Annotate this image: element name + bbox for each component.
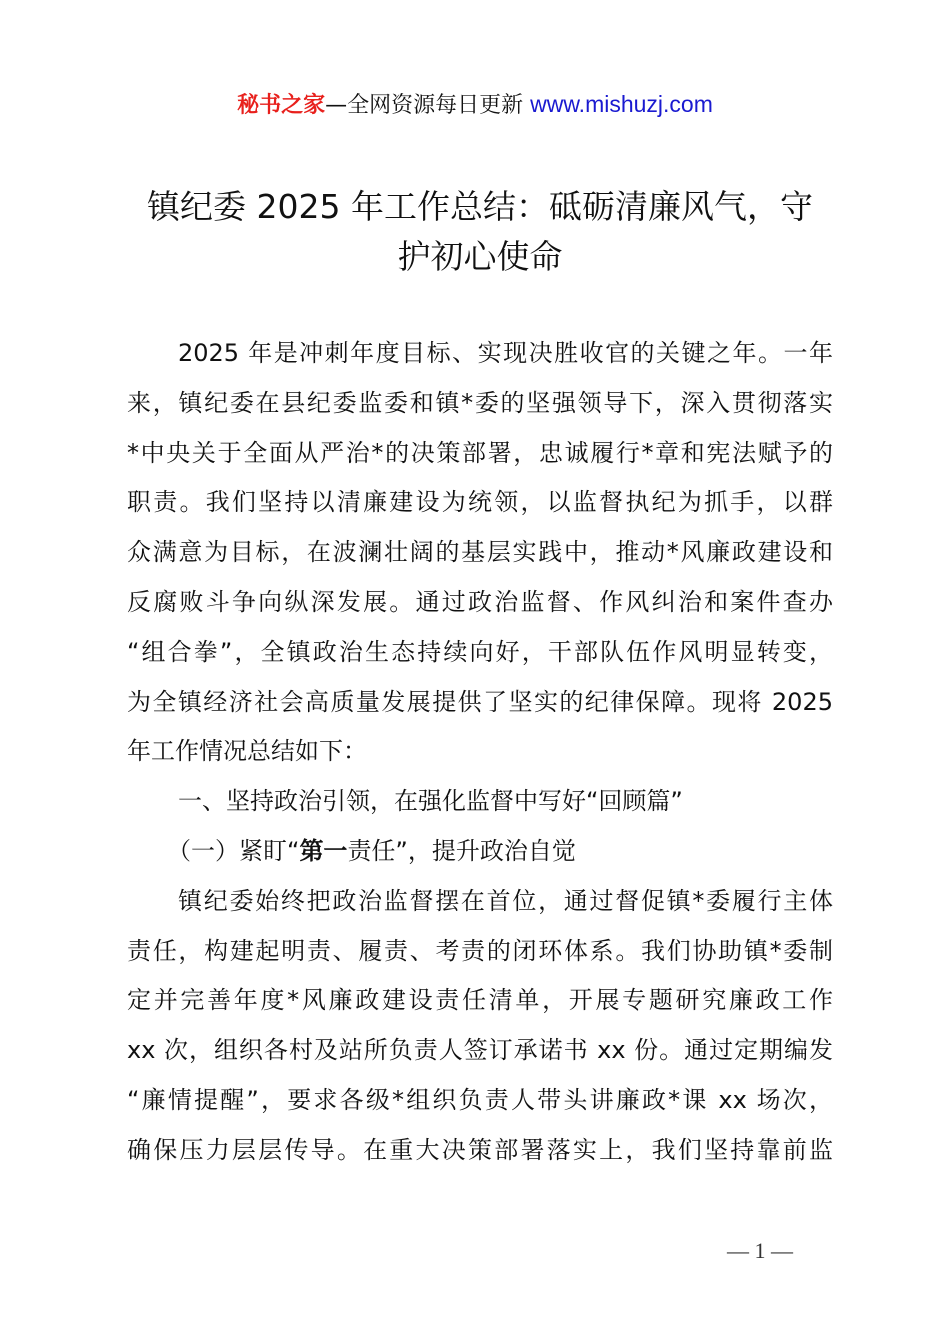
- body-line: “廉情提醒”，要求各级*组织负责人带头讲廉政*课 xx 场次，: [127, 1085, 833, 1114]
- section-heading: 一、坚持政治引领，在强化监督中写好“回顾篇”: [178, 787, 683, 816]
- body-line: 反腐败斗争向纵深发展。通过政治监督、作风纠治和案件查办: [127, 587, 833, 616]
- body-line: xx 次，组织各村及站所负责人签订承诺书 xx 份。通过定期编发: [127, 1036, 833, 1065]
- subsection-suffix: 责任”，提升政治自觉: [347, 836, 576, 865]
- body-line: 定并完善年度*风廉政建设责任清单，开展专题研究廉政工作: [127, 986, 833, 1015]
- site-url-link[interactable]: www.mishuzj.com: [530, 91, 713, 117]
- subsection-prefix: （一）紧盯“: [167, 836, 300, 865]
- document-title: [127, 182, 833, 282]
- body-line: 2025 年是冲刺年度目标、实现决胜收官的关键之年。一年: [178, 339, 833, 367]
- body-line: 为全镇经济社会高质量发展提供了坚实的纪律保障。现将 2025: [127, 687, 833, 716]
- body-line: 年工作情况总结如下：: [127, 737, 367, 766]
- site-header: [0, 88, 950, 122]
- body-line: 来，镇纪委在县纪委监委和镇*委的坚强领导下，深入贯彻落实: [127, 388, 833, 417]
- page-number: — 1 —: [727, 1238, 793, 1263]
- body-line: *中央关于全面从严治*的决策部署，忠诚履行*章和宪法赋予的: [127, 438, 833, 467]
- body-line: 镇纪委始终把政治监督摆在首位，通过督促镇*委履行主体: [178, 886, 833, 915]
- body-line: 众满意为目标，在波澜壮阔的基层实践中，推动*风廉政建设和: [127, 538, 833, 567]
- body-line: 确保压力层层传导。在重大决策部署落实上，我们坚持靠前监: [127, 1135, 833, 1164]
- header-tagline: —全网资源每日更新: [325, 93, 524, 118]
- body-line: “组合拳”，全镇政治生态持续向好，干部队伍作风明显转变，: [127, 637, 833, 666]
- body-line: 责任，构建起明责、履责、考责的闭环体系。我们协助镇*委制: [127, 936, 833, 965]
- subsection-heading: [127, 827, 833, 877]
- title-line: 护初心使命: [397, 237, 563, 276]
- brand-name: 秘书之家: [237, 93, 326, 118]
- document-body: [127, 329, 833, 1176]
- subsection-bold: 第一: [299, 836, 348, 865]
- body-line: 职责。我们坚持以清廉建设为统领，以监督执纪为抓手，以群: [127, 488, 833, 517]
- title-line: 镇纪委 2025 年工作总结：砥砺清廉风气，守: [147, 187, 813, 226]
